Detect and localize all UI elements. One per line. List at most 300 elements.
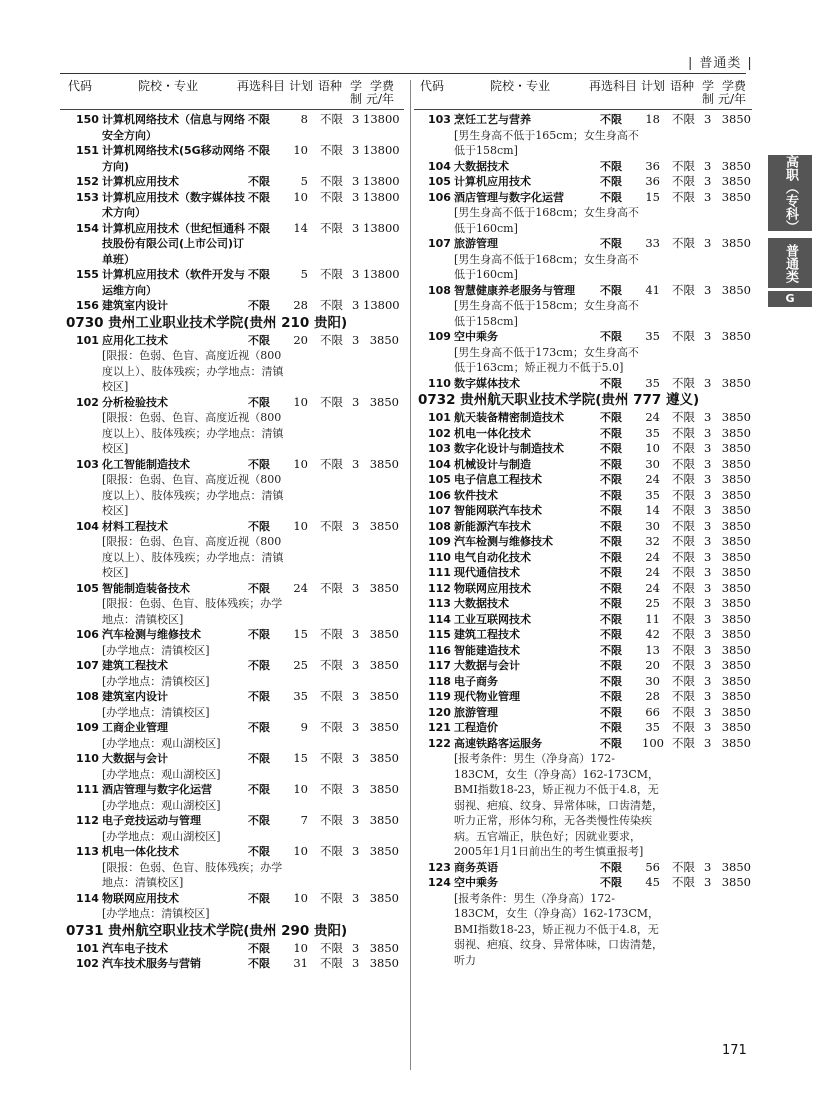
row-code: 153 <box>76 190 99 204</box>
row-code: 112 <box>428 581 451 595</box>
major-note: [办学地点：清镇校区] <box>102 643 210 657</box>
row-language: 不限 <box>320 518 343 533</box>
row-plan: 33 <box>645 236 660 250</box>
major-name: 智慧健康养老服务与管理 <box>454 283 575 297</box>
row-language: 不限 <box>320 456 343 471</box>
row-code: 155 <box>76 268 99 281</box>
row-code: 105 <box>76 581 99 595</box>
row-plan: 13 <box>645 642 660 657</box>
row-code: 110 <box>428 376 451 390</box>
col-fee2: 元/年 <box>718 92 747 106</box>
row-years: 3 <box>352 813 360 827</box>
row-plan: 35 <box>645 720 660 734</box>
major-name: 建筑工程技术 <box>102 659 168 672</box>
row-fee: 3850 <box>369 720 399 734</box>
row-code: 123 <box>428 860 451 874</box>
row-fee: 3850 <box>721 425 751 440</box>
col-lang: 语种 <box>318 79 343 93</box>
school-heading: 0732 贵州航天职业技术学院(贵州 777 遵义) <box>418 392 700 408</box>
left-column <box>60 112 400 972</box>
row-years: 3 <box>352 751 360 765</box>
major-note: [办学地点：清镇校区] <box>102 705 210 719</box>
table-row <box>412 488 752 504</box>
col-sys2: 制 <box>350 92 363 106</box>
row-reselect: 不限 <box>600 488 622 502</box>
side-tab-general: 普通类 <box>768 238 812 288</box>
table-row <box>60 751 400 782</box>
row-language: 不限 <box>672 875 695 889</box>
row-plan: 36 <box>645 174 660 188</box>
row-plan: 18 <box>645 112 660 126</box>
major-name: 电子商务 <box>454 674 498 688</box>
row-plan: 100 <box>642 735 664 750</box>
table-row <box>60 143 400 174</box>
row-reselect: 不限 <box>248 752 270 765</box>
row-reselect: 不限 <box>248 268 270 281</box>
row-reselect: 不限 <box>248 845 270 858</box>
row-years: 3 <box>352 332 360 347</box>
school-heading: 0731 贵州航空职业技术学院(贵州 290 贵阳) <box>66 922 348 939</box>
row-years: 3 <box>352 940 360 955</box>
table-row <box>412 329 752 376</box>
major-name: 材料工程技术 <box>102 519 168 533</box>
major-name: 物联网应用技术 <box>454 581 531 595</box>
major-note: [男生身高不低于168cm；女生身高不低于160cm] <box>454 206 639 235</box>
row-plan: 30 <box>645 456 660 471</box>
row-reselect: 不限 <box>248 457 270 471</box>
major-name: 旅游管理 <box>454 705 498 719</box>
table-row <box>412 658 752 674</box>
major-name: 电子竞技运动与管理 <box>102 814 201 827</box>
row-plan: 31 <box>293 956 308 970</box>
row-reselect: 不限 <box>248 891 270 905</box>
row-code: 108 <box>428 519 451 533</box>
major-name: 大数据与会计 <box>102 752 168 765</box>
table-row <box>60 891 400 922</box>
row-plan: 14 <box>293 220 308 235</box>
major-note: [办学地点：清镇校区] <box>102 907 210 920</box>
col-plan: 计划 <box>641 79 666 93</box>
row-code: 106 <box>428 488 451 502</box>
row-fee: 3850 <box>721 329 751 343</box>
row-fee: 3850 <box>369 956 399 970</box>
row-reselect: 不限 <box>600 190 622 204</box>
row-code: 109 <box>428 535 451 548</box>
row-code: 120 <box>428 705 451 719</box>
table-row <box>412 283 752 330</box>
row-fee: 3850 <box>721 375 751 390</box>
row-plan: 35 <box>645 329 660 343</box>
row-plan: 28 <box>293 298 308 312</box>
major-name: 空中乘务 <box>454 876 498 889</box>
table-row <box>412 376 752 392</box>
row-reselect: 不限 <box>600 442 622 455</box>
row-plan: 8 <box>300 112 308 126</box>
major-note: [限报：色弱、色盲、肢体残疾；办学地点：清镇校区] <box>102 860 283 889</box>
table-row <box>412 112 752 159</box>
row-years: 3 <box>352 456 360 471</box>
table-row <box>412 410 752 426</box>
col-lang: 语种 <box>670 79 695 93</box>
row-reselect: 不限 <box>600 581 622 595</box>
row-plan: 24 <box>645 472 660 486</box>
table-row <box>412 441 752 457</box>
row-language: 不限 <box>320 751 343 765</box>
row-reselect: 不限 <box>600 376 622 390</box>
row-fee: 3850 <box>721 236 751 250</box>
row-reselect: 不限 <box>248 113 270 126</box>
row-code: 119 <box>428 690 451 703</box>
row-fee: 3850 <box>721 158 751 173</box>
row-code: 101 <box>428 411 451 424</box>
row-plan: 20 <box>645 658 660 672</box>
major-name: 计算机应用技术 <box>454 175 531 188</box>
table-row <box>412 426 752 442</box>
row-years: 3 <box>704 642 712 657</box>
row-reselect: 不限 <box>600 597 622 610</box>
row-plan: 14 <box>645 503 660 517</box>
row-reselect: 不限 <box>600 426 622 440</box>
row-years: 3 <box>704 859 712 874</box>
table-row <box>412 581 752 597</box>
table-row <box>60 174 400 190</box>
major-name: 应用化工技术 <box>102 333 168 347</box>
row-reselect: 不限 <box>248 519 270 533</box>
column-divider <box>410 80 411 1070</box>
row-reselect: 不限 <box>600 519 622 533</box>
row-language: 不限 <box>672 425 695 440</box>
row-reselect: 不限 <box>248 581 270 595</box>
row-fee: 3850 <box>721 627 751 641</box>
row-reselect: 不限 <box>248 814 270 827</box>
row-plan: 5 <box>300 174 308 188</box>
row-code: 104 <box>428 457 451 471</box>
row-plan: 24 <box>645 565 660 579</box>
major-name: 电气自动化技术 <box>454 550 531 564</box>
row-plan: 24 <box>645 549 660 564</box>
row-language: 不限 <box>672 534 695 548</box>
row-years: 3 <box>352 844 360 858</box>
major-note: [办学地点：观山湖校区] <box>102 767 221 781</box>
major-name: 大数据技术 <box>454 159 509 173</box>
row-code: 116 <box>428 643 451 657</box>
row-years: 3 <box>704 174 712 188</box>
col-plan: 计划 <box>289 79 314 93</box>
major-name: 工商企业管理 <box>102 721 168 734</box>
row-years: 3 <box>704 673 712 688</box>
table-row <box>60 720 400 751</box>
row-fee: 3850 <box>369 844 399 858</box>
table-row <box>60 267 400 298</box>
major-note: [男生身高不低于158cm；女生身高不低于158cm] <box>454 299 639 328</box>
row-reselect: 不限 <box>248 783 270 796</box>
row-reselect: 不限 <box>600 283 622 297</box>
col-school: 院校・专业 <box>138 79 199 93</box>
row-code: 102 <box>76 395 99 409</box>
row-reselect: 不限 <box>248 299 270 312</box>
row-plan: 20 <box>293 332 308 347</box>
row-language: 不限 <box>320 174 343 188</box>
row-reselect: 不限 <box>600 736 622 750</box>
table-row <box>60 844 400 891</box>
row-reselect: 不限 <box>600 550 622 564</box>
row-plan: 42 <box>645 627 660 641</box>
table-row <box>412 190 752 237</box>
row-years: 3 <box>704 112 712 126</box>
row-years: 3 <box>352 298 360 312</box>
row-code: 152 <box>76 175 99 188</box>
major-note: [限报：色弱、色盲、高度近视（800度以上）、肢体残疾；办学地点：清镇校区] <box>102 349 284 393</box>
row-reselect: 不限 <box>600 535 622 548</box>
row-language: 不限 <box>672 456 695 471</box>
row-language: 不限 <box>672 375 695 390</box>
row-fee: 3850 <box>721 549 751 564</box>
row-fee: 3850 <box>721 565 751 579</box>
row-years: 3 <box>704 689 712 703</box>
row-fee: 3850 <box>721 410 751 424</box>
row-reselect: 不限 <box>600 113 622 126</box>
row-language: 不限 <box>320 844 343 858</box>
row-years: 3 <box>704 534 712 548</box>
row-fee: 3850 <box>721 189 751 204</box>
row-language: 不限 <box>672 112 695 126</box>
major-name: 计算机应用技术（世纪恒通科技股份有限公司(上市公司)订单班） <box>102 221 245 266</box>
row-fee: 3850 <box>369 782 399 796</box>
table-row <box>60 581 400 628</box>
row-plan: 10 <box>645 441 660 455</box>
table-row <box>60 519 400 581</box>
row-language: 不限 <box>672 704 695 719</box>
major-name: 现代物业管理 <box>454 690 520 703</box>
row-reselect: 不限 <box>600 705 622 719</box>
row-years: 3 <box>704 596 712 610</box>
row-code: 113 <box>428 597 451 610</box>
row-language: 不限 <box>320 332 343 347</box>
table-row <box>412 689 752 705</box>
major-name: 建筑工程技术 <box>454 628 520 641</box>
row-language: 不限 <box>672 596 695 610</box>
row-language: 不限 <box>320 658 343 672</box>
row-plan: 24 <box>645 580 660 595</box>
table-row <box>412 236 752 283</box>
row-reselect: 不限 <box>600 612 622 626</box>
row-years: 3 <box>352 143 360 157</box>
row-language: 不限 <box>320 813 343 827</box>
row-language: 不限 <box>320 394 343 409</box>
row-plan: 10 <box>293 456 308 471</box>
row-code: 114 <box>76 891 99 905</box>
col-sys2: 制 <box>702 92 715 106</box>
row-code: 106 <box>428 190 451 204</box>
row-language: 不限 <box>672 503 695 517</box>
table-row <box>412 472 752 488</box>
major-note: [办学地点：观山湖校区] <box>102 829 221 843</box>
table-row <box>412 174 752 190</box>
major-name: 汽车技术服务与营销 <box>102 957 201 970</box>
row-fee: 13800 <box>363 189 400 204</box>
row-reselect: 不限 <box>600 504 622 517</box>
table-row <box>412 457 752 473</box>
row-fee: 3850 <box>369 658 399 672</box>
row-years: 3 <box>704 282 712 297</box>
row-language: 不限 <box>672 329 695 343</box>
top-rule <box>60 73 746 74</box>
row-code: 121 <box>428 721 451 734</box>
row-code: 110 <box>76 752 99 765</box>
row-plan: 15 <box>645 189 660 204</box>
table-row <box>60 457 400 519</box>
row-plan: 10 <box>293 394 308 409</box>
row-years: 3 <box>352 956 360 970</box>
row-years: 3 <box>704 158 712 173</box>
major-name: 现代通信技术 <box>454 566 520 579</box>
row-code: 106 <box>76 628 99 641</box>
row-fee: 3850 <box>721 472 751 486</box>
row-code: 117 <box>428 659 451 672</box>
row-plan: 10 <box>293 782 308 796</box>
row-years: 3 <box>704 472 712 486</box>
major-name: 工业互联网技术 <box>454 612 531 626</box>
col-code: 代码 <box>420 79 445 93</box>
major-note: [办学地点：观山湖校区] <box>102 736 221 750</box>
row-code: 107 <box>76 659 99 672</box>
col-fee1: 学费 <box>370 79 395 93</box>
major-note: [男生身高不低于173cm；女生身高不低于163cm；矫正视力不低于5.0] <box>454 345 639 374</box>
row-reselect: 不限 <box>248 190 270 204</box>
major-note: [办学地点：清镇校区] <box>102 674 210 688</box>
table-row <box>60 221 400 268</box>
row-fee: 3850 <box>721 518 751 533</box>
row-fee: 3850 <box>369 940 399 955</box>
row-reselect: 不限 <box>248 628 270 641</box>
row-code: 103 <box>428 113 451 126</box>
row-language: 不限 <box>672 658 695 672</box>
row-fee: 3850 <box>369 689 399 703</box>
row-language: 不限 <box>672 673 695 688</box>
row-years: 3 <box>704 456 712 471</box>
row-years: 3 <box>704 580 712 595</box>
row-fee: 3850 <box>721 596 751 610</box>
row-years: 3 <box>704 329 712 343</box>
row-fee: 3850 <box>721 735 751 750</box>
row-reselect: 不限 <box>248 957 270 970</box>
row-plan: 35 <box>645 375 660 390</box>
row-years: 3 <box>352 782 360 796</box>
row-code: 109 <box>428 330 451 343</box>
row-years: 3 <box>704 875 712 889</box>
row-fee: 3850 <box>721 174 751 188</box>
major-name: 机电一体化技术 <box>454 426 531 440</box>
row-plan: 24 <box>293 580 308 595</box>
row-years: 3 <box>352 890 360 905</box>
row-plan: 41 <box>645 282 660 297</box>
major-name: 软件技术 <box>454 488 498 502</box>
major-name: 旅游管理 <box>454 237 498 250</box>
row-code: 154 <box>76 221 99 235</box>
row-years: 3 <box>352 112 360 126</box>
row-language: 不限 <box>320 267 343 281</box>
row-reselect: 不限 <box>600 721 622 734</box>
row-years: 3 <box>704 549 712 564</box>
table-row <box>412 503 752 519</box>
major-name: 建筑室内设计 <box>102 690 168 703</box>
table-row <box>412 875 752 968</box>
row-plan: 7 <box>300 813 308 827</box>
row-years: 3 <box>352 689 360 703</box>
row-fee: 3850 <box>721 456 751 471</box>
row-language: 不限 <box>672 236 695 250</box>
col-reselect: 再选科目 <box>589 79 638 93</box>
major-note: [限报：色弱、色盲、高度近视（800度以上）、肢体残疾；办学地点：清镇校区] <box>102 535 284 579</box>
row-language: 不限 <box>672 549 695 564</box>
major-note: [限报：色弱、色盲、高度近视（800度以上）、肢体残疾；办学地点：清镇校区] <box>102 473 284 517</box>
major-name: 汽车检测与维修技术 <box>102 628 201 641</box>
row-language: 不限 <box>672 580 695 595</box>
table-row <box>60 658 400 689</box>
row-code: 156 <box>76 299 99 312</box>
row-years: 3 <box>704 565 712 579</box>
header-rule-right <box>414 109 752 110</box>
major-name: 工程造价 <box>454 721 498 734</box>
row-fee: 3850 <box>721 689 751 703</box>
major-name: 机械设计与制造 <box>454 457 531 471</box>
row-language: 不限 <box>672 642 695 657</box>
side-tab-vocational: 高职（专科） <box>768 155 812 231</box>
row-language: 不限 <box>672 611 695 626</box>
right-column <box>412 112 752 968</box>
row-plan: 15 <box>293 627 308 641</box>
row-code: 104 <box>76 519 99 533</box>
row-language: 不限 <box>672 174 695 188</box>
table-row <box>412 736 752 860</box>
table-row <box>412 612 752 628</box>
row-language: 不限 <box>672 859 695 874</box>
row-reselect: 不限 <box>248 175 270 188</box>
major-name: 电子信息工程技术 <box>454 473 542 486</box>
table-row <box>412 550 752 566</box>
row-reselect: 不限 <box>600 237 622 250</box>
row-code: 101 <box>76 941 99 955</box>
row-language: 不限 <box>320 940 343 955</box>
row-plan: 9 <box>300 720 308 734</box>
row-code: 101 <box>76 333 99 347</box>
row-code: 105 <box>428 175 451 188</box>
row-code: 102 <box>428 426 451 440</box>
table-row <box>60 782 400 813</box>
row-plan: 56 <box>645 859 660 874</box>
table-row <box>60 395 400 457</box>
row-years: 3 <box>352 627 360 641</box>
major-name: 大数据技术 <box>454 597 509 610</box>
row-years: 3 <box>352 394 360 409</box>
row-reselect: 不限 <box>248 333 270 347</box>
row-reselect: 不限 <box>248 721 270 734</box>
row-fee: 3850 <box>721 704 751 719</box>
row-plan: 25 <box>645 596 660 610</box>
col-school: 院校・专业 <box>490 79 551 93</box>
row-reselect: 不限 <box>600 566 622 579</box>
row-language: 不限 <box>672 410 695 424</box>
row-plan: 28 <box>645 689 660 703</box>
row-plan: 35 <box>645 487 660 502</box>
row-fee: 3850 <box>721 503 751 517</box>
row-years: 3 <box>352 174 360 188</box>
col-code: 代码 <box>68 79 93 93</box>
row-fee: 3850 <box>369 456 399 471</box>
row-reselect: 不限 <box>600 473 622 486</box>
major-name: 汽车电子技术 <box>102 941 168 955</box>
row-plan: 35 <box>293 689 308 703</box>
